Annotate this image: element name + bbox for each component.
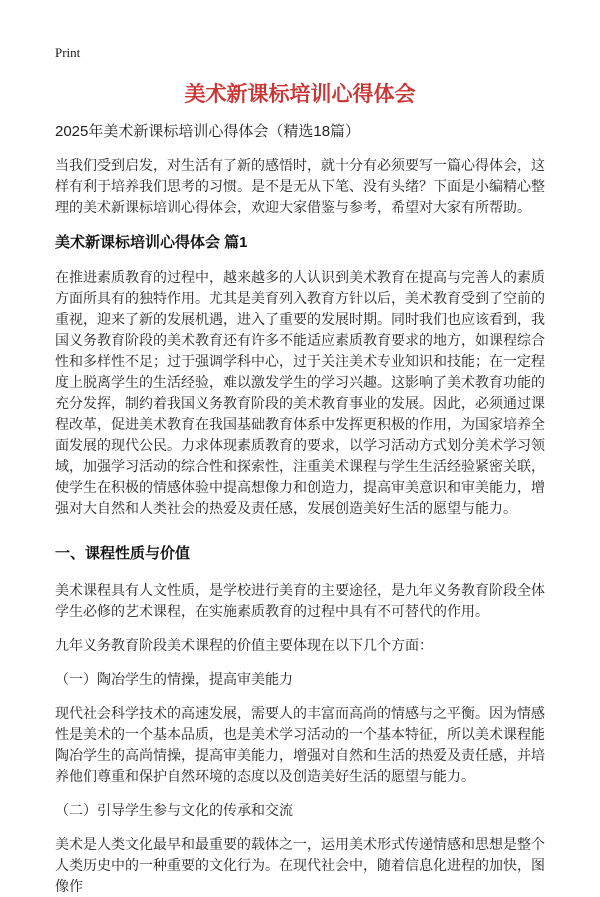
paragraph-emotion-quality: 现代社会科学技术的高速发展，需要人的丰富而高尚的情感与之平衡。因为情感性是美术的一个基本品质，也是美术学习活动的一个基本特征，所以美术课程能陶冶学生的高尚情操，提高审美能力，增强对自然和生活的热爱及责任感，并培养他们尊重和保护自然环境的态度以及创造美好生活的愿望与能力。 [55, 704, 545, 784]
subsection-heading-culture: （二）引导学生参与文化的传承和交流 [55, 801, 293, 818]
page-title: 美术新课标培训心得体会 [184, 83, 416, 106]
paragraph-intro: 当我们受到启发，对生活有了新的感悟时，就十分有必须要写一篇心得体会，这样有利于培养我们思考的习惯。是不是无从下笔、没有头绪？下面是小编精心整理的美术新课标培训心得体会，欢迎大家借鉴与参考，希望对大家有所帮助。 [55, 156, 545, 215]
paragraph-course-humanity: 美术课程具有人文性质，是学校进行美育的主要途径，是九年义务教育阶段全体学生必修的艺术课程，在实施素质教育的过程中具有不可替代的作用。 [55, 581, 545, 619]
section-heading-course-nature: 一、课程性质与价值 [55, 544, 191, 562]
section-heading-essay-1: 美术新课标培训心得体会 篇1 [55, 233, 248, 251]
article-subtitle: 2025年美术新课标培训心得体会（精选18篇） [55, 123, 361, 141]
paragraph-culture-carrier: 美术是人类文化最早和最重要的载体之一，运用美术形式传递情感和思想是整个人类历史中的一种重要的文化行为。在现代社会中，随着信息化进程的加快，图像作 [55, 835, 545, 894]
paragraph-course-value-intro: 九年义务教育阶段美术课程的价值主要体现在以下几个方面： [55, 636, 433, 653]
subsection-heading-sentiment: （一）陶冶学生的情操，提高审美能力 [55, 670, 293, 687]
paragraph-quality-education: 在推进素质教育的过程中，越来越多的人认识到美术教育在提高与完善人的素质方面所具有的独特作用。尤其是美育列入教育方针以后，美术教育受到了空前的重视，迎来了新的发展机遇，进入了重要的发展时期。同时我们也应该看到，我国义务教育阶段的美术教育还有许多不能适应素质教育要求的地方，如课程综合性和多样性不足；过于强调学科中心，过于关注美术专业知识和技能；在一定程度上脱离学生的生活经验，难以激发学生的学习兴趣。这影响了美术教育功能的充分发挥，制约着我国义务教育阶段的美术教育事业的发展。因此，必须通过课程改革，促进美术教育在我国基础教育体系中发挥更积极的作用，为国家培养全面发展的现代公民。力求体现素质教育的要求，以学习活动方式划分美术学习领域，加强学习活动的综合性和探索性，注重美术课程与学生生活经验紧密关联，使学生在积极的情感体验中提高想像力和创造力，提高审美意识和审美能力，增强对大自然和人类社会的热爱及责任感，发展创造美好生活的愿望与能力。 [55, 268, 545, 516]
print-link[interactable]: Print [55, 45, 81, 60]
